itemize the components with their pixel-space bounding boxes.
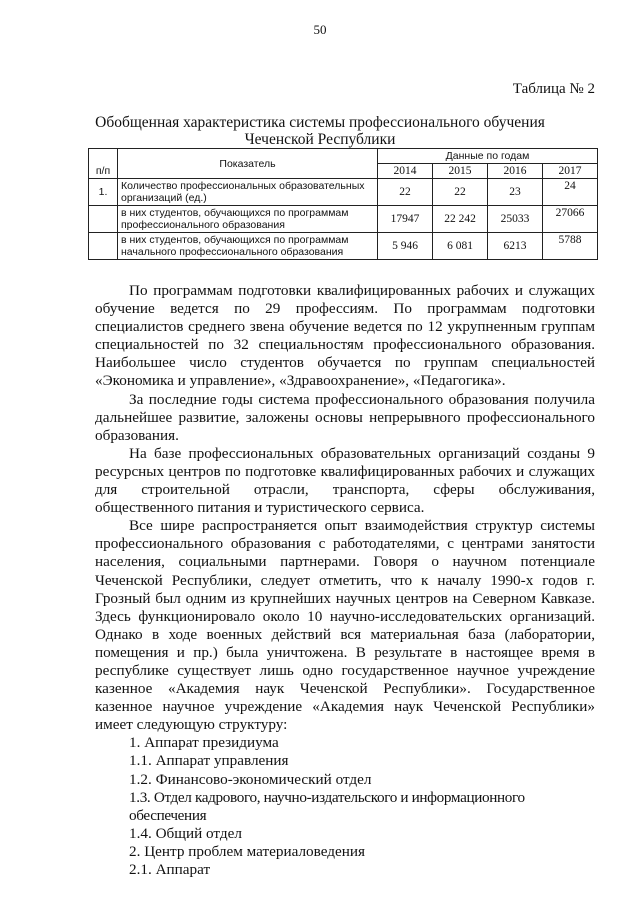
row-value: 22 242 xyxy=(433,206,488,233)
year-2015: 2015 xyxy=(433,164,488,179)
paragraph: Все шире распространяется опыт взаимодействия структур системы профессионального образования с работодателями, с центрами занятости населения, социальными партнерами. Говоря о научном потенциале Чеченской Республики, следует отметить, что к началу 1990-х годов г. Грозный был одним из крупнейших научных центров на Северном Кавказе. Здесь функционировало около 10 научно-исследовательских организаций. Однако в ходе военных действий вся материальная база (лаборатории, помещения и пр.) была уничтожена. В результате в настоящее время в республике существует лишь одно государственное научное учреждение казенное «Академия наук Чеченской Республики». Государственное казенное научное учреждение «Академия наук Чеченской Республики» имеет следующую структуру: xyxy=(95,517,595,734)
row-value: 23 xyxy=(488,179,543,206)
list-item: 2.1. Аппарат xyxy=(129,861,211,878)
structure-list xyxy=(95,734,595,879)
header-num: п/п xyxy=(89,149,118,179)
list-item: 2. Центр проблем материаловедения xyxy=(129,842,365,860)
row-value: 6 081 xyxy=(433,233,488,260)
header-indicator: Показатель xyxy=(118,149,378,179)
paragraph: На базе профессиональных образовательных организаций созданы 9 ресурсных центров по подготовке квалифицированных рабочих и служащих для строительной отрасли, транспорта, сферы обслуживания, общественного питания и туристического сервиса. xyxy=(95,444,595,517)
row-value: 22 xyxy=(378,179,433,206)
table-caption: Таблица № 2 xyxy=(512,81,595,97)
body-text xyxy=(95,282,595,879)
row-value: 17947 xyxy=(378,206,433,233)
table-title-line1: Обобщенная характеристика системы профессионального обучения xyxy=(95,114,545,131)
list-item: 1. Аппарат президиума xyxy=(129,734,279,752)
page-number: 50 xyxy=(313,22,327,37)
list-item: 1.3. Отдел кадрового, научно-издательского и информационного обеспечения xyxy=(129,788,525,824)
list-item: 1.1. Аппарат управления xyxy=(129,752,289,770)
table-row xyxy=(89,179,598,206)
year-2014: 2014 xyxy=(378,164,433,179)
table-row xyxy=(89,233,598,260)
row-num xyxy=(89,206,118,233)
row-label: Количество профессиональных образовательных организаций (ед.) xyxy=(118,179,378,206)
data-table xyxy=(88,148,598,260)
row-num xyxy=(89,233,118,260)
row-num: 1. xyxy=(89,179,118,206)
table-header-row xyxy=(89,149,598,164)
list-item: 1.2. Финансово-экономический отдел xyxy=(129,770,372,788)
row-value: 5788 xyxy=(543,233,598,260)
row-value: 22 xyxy=(433,179,488,206)
paragraph: По программам подготовки квалифицированных рабочих и служащих обучение ведется по 29 профессиям. По программам подготовки специалистов среднего звена обучение ведется по 12 укрупненным группам специальностей по 32 специальностям профессионального образования. Наибольшее число студентов обучается по группам специальностей «Экономика и управление», «Здравоохранение», «Педагогика». xyxy=(95,282,595,390)
year-2016: 2016 xyxy=(488,164,543,179)
row-label: в них студентов, обучающихся по программам профессионального образования xyxy=(118,206,378,233)
row-value: 5 946 xyxy=(378,233,433,260)
row-value: 24 xyxy=(543,179,598,206)
row-value: 25033 xyxy=(488,206,543,233)
row-value: 27066 xyxy=(543,206,598,233)
row-value: 6213 xyxy=(488,233,543,260)
table-row xyxy=(89,206,598,233)
year-2017: 2017 xyxy=(543,164,598,179)
table-title xyxy=(85,114,555,148)
header-years-group: Данные по годам xyxy=(378,149,598,164)
row-label: в них студентов, обучающихся по программам начального профессионального образования xyxy=(118,233,378,260)
list-item: 1.4. Общий отдел xyxy=(129,824,242,842)
paragraph: За последние годы система профессионального образования получила дальнейшее развитие, заложены основы непрерывного профессионального образования. xyxy=(95,390,595,444)
table-title-line2: Чеченской Республики xyxy=(244,131,396,148)
